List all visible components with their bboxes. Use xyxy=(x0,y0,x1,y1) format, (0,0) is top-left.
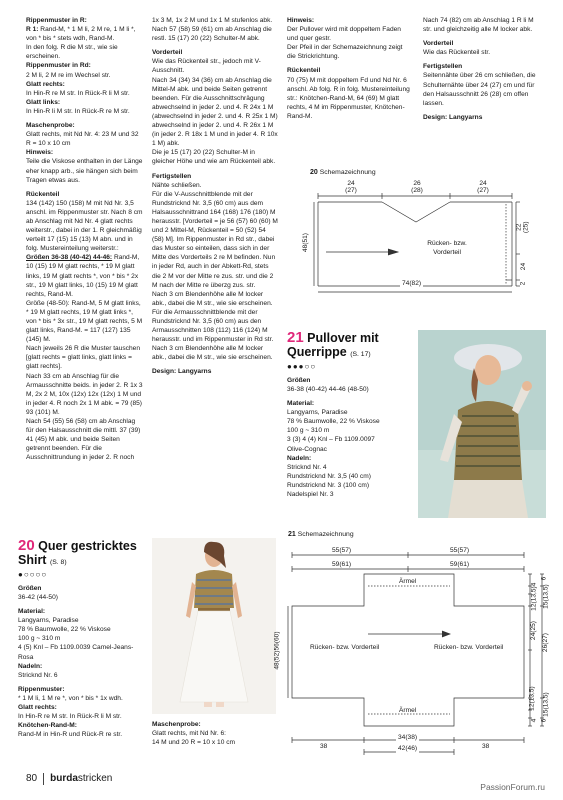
schema-20-right-2: 24 xyxy=(520,262,528,271)
paragraph: Nach 74 (82) cm ab Anschlag 1 R li M str. und gleichzeitig alle M locker abk. xyxy=(423,17,534,34)
paragraph: In den folg. R die M str., wie sie erscheinen. xyxy=(26,44,118,61)
paragraph: Hinweis: xyxy=(287,17,315,24)
paragraph: Nähte schließen. xyxy=(152,181,202,189)
paragraph: Nach 33 cm ab Anschlag für die Armausschnitte beids. in jeder 2. R 1x 3 M, 2x 2 M, 10x (12x) 12x (12x) 1 M und in jeder 4. R noch 2x 1 M abk. = 79 (85) 93 (101) M. xyxy=(26,372,143,416)
list-line: 100 g ~ 310 m xyxy=(18,635,61,643)
schema-21-r7: 15(13,5) xyxy=(542,692,550,717)
schema-21-r4: 12(13,5) xyxy=(530,586,538,611)
section-20-number: 20 xyxy=(18,537,35,554)
paragraph: 2 M li, 2 M re im Wechsel str. xyxy=(26,71,111,79)
list-line: 4 (5) Knl – Fb 1109.0039 Camel-Jeans-Rosa xyxy=(18,644,134,661)
paragraph: 70 (75) M mit doppeltem Fd und Nd Nr. 6 anschl. Ab folg. R in folg. Mustereinteilung str.: Knötchen-Rand-M, 64 (69) M glatt rechts, 4 M im Rippenmuster, Knötchen-Rand-M. xyxy=(287,76,410,120)
list-line: 78 % Baumwolle, 22 % Viskose xyxy=(18,626,111,634)
schema-21-r8: 12(13,5) xyxy=(528,686,536,711)
paragraph: Die je 15 (17) 20 (22) Schulter-M in gleicher Höhe und wie am Rückenteil abk. xyxy=(152,149,276,166)
list-line: Stricknd Nr. 6 xyxy=(18,671,58,679)
schema-21-top-3: 59(61) xyxy=(332,561,352,568)
schema-21-top-1: 55(57) xyxy=(332,547,352,554)
schema-21-r1: 6 xyxy=(540,576,548,581)
schema-21-b1: 34(38) xyxy=(398,734,418,741)
list-line: 3 (3) 4 (4) Knl – Fb 1109.0097 xyxy=(287,436,375,444)
list-line: 78 % Baumwolle, 22 % Viskose xyxy=(287,418,380,426)
schema-21-top-4: 59(61) xyxy=(450,561,470,568)
schema-20-top-2: 26 (28) xyxy=(411,180,423,195)
list-line: Nadelspiel Nr. 3 xyxy=(287,491,334,499)
paragraph: Wie das Rückenteil str., jedoch mit V-Ausschnitt. xyxy=(152,58,261,75)
paragraph: Rückenteil xyxy=(26,190,60,198)
schema-20 xyxy=(301,168,550,308)
section-20-needles xyxy=(18,671,146,680)
schema-21-r6: 24(25) xyxy=(529,621,537,641)
paragraph: Rippenmuster in Rd: xyxy=(26,62,91,70)
schema-20-caption: Schemazeichnung xyxy=(319,169,376,176)
col-1-text xyxy=(26,16,144,463)
schema-21-r9: 4 xyxy=(530,718,538,723)
paragraph: Der Pfeil in der Schemazeichnung zeigt die Strickrichtung. xyxy=(287,44,403,61)
list-line: 100 g ~ 310 m xyxy=(287,427,330,435)
paragraph: Fertigstellen xyxy=(423,63,463,71)
schema-20-label: Rücken- bzw. Vorderteil xyxy=(427,240,467,256)
section-21-number: 21 xyxy=(287,329,304,346)
schema-20-number: 20 xyxy=(310,169,318,176)
col-3-text xyxy=(287,16,413,121)
section-21: 21 Pullover mit Querrippe (S. 17) ●●●○○ Größen 36-38 (40-42) 44-46 (48-50) Material: Langyarns, Paradise 78 % Baumwolle, 22 % Viskose 100 g ~ 310 m 3 (3) 4 (4) Knl – Fb 1109.0097 Olive-Cognac Nadeln: Stricknd Nr. 4 Rundstricknd Nr. 3,5 (40 cm) Rundstricknd Nr. 3 (100 cm) Nadelspiel Nr. 3 xyxy=(287,330,413,499)
paragraph: Wie das Rückenteil str. xyxy=(423,49,491,57)
schema-20-top-1: 24 (27) xyxy=(345,180,357,195)
schema-21-body-2: Rücken- bzw. Vorderteil xyxy=(434,644,504,651)
schema-21-sleeve-bottom: Ärmel xyxy=(399,707,417,714)
schema-21-body-1: Rücken- bzw. Vorderteil xyxy=(310,644,380,651)
schema-20-height: 48(51) xyxy=(301,233,309,253)
schema-20-top-3: 24 (27) xyxy=(477,180,489,195)
paragraph: Nach 57 (58) 59 (61) cm ab Anschlag die restl. 15 (17) 20 (22) Schulter-M abk. xyxy=(152,26,272,43)
schema-21-r5: 26(27) xyxy=(541,633,549,653)
paragraph: Nach 3 cm Blendenhöhe alle M locker abk., dabei die M str., wie sie erscheinen. xyxy=(152,290,273,307)
paragraph: Hinweis: xyxy=(26,149,54,157)
paragraph: Rückenteil xyxy=(287,67,321,75)
schema-21-r2: 4 xyxy=(530,582,538,587)
paragraph: Maschenprobe: xyxy=(26,122,75,130)
list-line: Glatt rechts, mit Nd Nr. 6: xyxy=(152,730,227,738)
paragraph: In Hin-R re M str. In Rück-R li M str. xyxy=(26,89,130,97)
schema-21-caption: Schemazeichnung xyxy=(297,531,354,538)
list-line: Rundstricknd Nr. 3 (100 cm) xyxy=(287,481,370,489)
paragraph: Für die V-Ausschnittblende mit der Rundstricknd Nr. 3,5 (60 cm) aus dem Halsausschnittrand 164 (168) 176 (180) M herausstr. [Vorderteil = je 56 (57) 60 (60) M und 2 Mittel-M, Rückenteil = 50 (52) 54 (58) M]. Im Rippenmuster in Rd str., dabei das Muster so einteilen, dass sich in der Mitte des Vorderteils 2 re M befinden. Nun in jeder Rd, auch in der Abkett-Rd, stets die 2 M vor der Mitte re zus. str. und die 2 M nach der Mitte re überzg zus. str. xyxy=(152,190,278,289)
magazine-brand: burdastricken xyxy=(50,773,113,784)
paragraph: Größen 36-38 (40-42) 44-46: Rand-M, 10 (15) 19 M glatt rechts, * 19 M glatt links, 19 M glatt rechts *, von * bis * 2x str., 19 M glatt links, 10 (15) 19 M glatt rechts, Rand-M. xyxy=(26,254,140,298)
schema-21-sleeve-top: Ärmel xyxy=(399,578,417,585)
page-number: 80 xyxy=(26,773,38,784)
schema-20-right-1: 22 (25) xyxy=(515,221,530,234)
schema-21-number: 21 xyxy=(288,531,296,538)
schema-21-b3: 42(46) xyxy=(398,745,418,752)
paragraph: Glatt rechts, mit Nd Nr. 4: 23 M und 32 R = 10 x 10 cm xyxy=(26,131,139,148)
model-photo-20 xyxy=(152,538,276,714)
difficulty-dots: ●●●○○ xyxy=(287,361,317,371)
paragraph: Design: Langyarns xyxy=(152,368,212,376)
paragraph: Glatt rechts: xyxy=(26,80,65,88)
paragraph: Glatt links: xyxy=(26,98,61,106)
page-footer xyxy=(26,772,112,786)
paragraph: In Hin-R li M str. In Rück-R re M str. xyxy=(26,107,130,115)
paragraph: Design: Langyarns xyxy=(423,113,483,121)
schema-21-r10: 6 xyxy=(540,718,548,723)
paragraph: Vorderteil xyxy=(152,49,183,57)
difficulty-dots: ●○○○○ xyxy=(18,569,48,579)
paragraph: 134 (142) 150 (158) M mit Nd Nr. 3,5 anschl. im Rippenmuster str. Nach 8 cm ab Anschlag mit Nd Nr. 4 glatt rechts weiterstr., dabei in der 1. R gleichmäßig verteilt 17 (15) 15 (13) M abn. und in folg. Mustereinteilung weiterstr.: xyxy=(26,199,143,253)
model-photo-21 xyxy=(418,330,546,518)
section-21-material xyxy=(287,408,413,453)
schema-20-right-3: 2 xyxy=(519,281,527,286)
section-20: 20 Quer gestricktes Shirt (S. 8) ●○○○○ Größen 36-42 (44-50) Material: Langyarns, Paradise 78 % Baumwolle, 22 % Viskose 100 g ~ 310 m 4 (5) Knl – Fb 1109.0039 Camel-Jeans-Rosa Nadeln: Stricknd Nr. 6 Rippenmuster: * 1 M li, 1 M re *, von * bis * 1x wdh. Glatt rechts: In Hin-R re M str. In Rück-R li M str. Knötchen-Rand-M: Rand-M in Hin-R und Rück-R re str. xyxy=(18,538,146,739)
section-20-gauge: Maschenprobe: Glatt rechts, mit Nd Nr. 6: 14 M und 20 R = 10 x 10 cm xyxy=(152,720,276,747)
paragraph: Nach 34 (34) 34 (36) cm ab Anschlag die Mittel-M abk. und beide Seiten getrennt beenden. Für die Ausschnittschrägung abwechselnd in jeder 2. und 4. R 24x 1 M (abwechselnd in jeder 2. und 4. R 25x 1 M) abwechselnd in jeder 2. und 4. R 26x 1 M (in jeder 2. R 18x 1 M und in jeder 4. R 10x 1 M) abk. xyxy=(152,76,278,148)
schema-21 xyxy=(273,530,554,765)
col-4-text xyxy=(423,16,543,122)
paragraph: Größe (48-50): Rand-M, 5 M glatt links, * 19 M glatt rechts, 19 M glatt links *, von * bis * 3x str., 19 M glatt rechts, 5 M glatt links, Rand-M. = 117 (127) 135 (145) M. xyxy=(26,299,143,344)
list-line: Langyarns, Paradise xyxy=(287,409,348,417)
list-line: Rundstricknd Nr. 3,5 (40 cm) xyxy=(287,472,371,480)
section-21-needles xyxy=(287,463,413,499)
paragraph: Für die Armausschnittblende mit der Rundstricknd Nr. 3,5 (60 cm) aus den Armausschnitten 108 (112) 116 (124) M herausstr. und im Rippenmuster in Rd str. xyxy=(152,308,274,344)
paragraph: Nach 3 cm Blendenhöhe alle M locker abk., dabei die M str., wie sie erscheinen. xyxy=(152,345,273,362)
paragraph: Fertigstellen xyxy=(152,172,192,180)
footer-divider xyxy=(43,773,44,785)
paragraph: 1x 3 M, 1x 2 M und 1x 1 M stufenlos abk. xyxy=(152,17,273,24)
schema-21-top-2: 55(57) xyxy=(450,547,470,554)
paragraph: Seitennähte über 26 cm schließen, die Schulternähte über 24 (27) cm und für den Halsausschnitt 26 (28) cm offen lassen. xyxy=(423,72,536,107)
schema-21-b4: 38 xyxy=(482,743,490,750)
list-line: Stricknd Nr. 4 xyxy=(287,463,327,471)
paragraph: Der Pullover wird mit doppeltem Faden und quer gestr. xyxy=(287,26,401,43)
paragraph: R 1: Rand-M, * 1 M li, 2 M re, 1 M li *, von * bis * stets wdh, Rand-M. xyxy=(26,26,136,43)
schema-21-b2: 38 xyxy=(320,743,328,750)
schema-21-height: 48(52)56(60) xyxy=(273,631,281,670)
list-line: 14 M und 20 R = 10 x 10 cm xyxy=(152,739,236,747)
paragraph: Rippenmuster in R: xyxy=(26,17,87,24)
section-20-title: 20 Quer gestricktes Shirt (S. 8) xyxy=(18,537,137,567)
schema-21-r3: 15(13,5) xyxy=(542,584,550,609)
paragraph: Vorderteil xyxy=(423,40,454,48)
section-20-material xyxy=(18,616,146,661)
col-2-text xyxy=(152,16,278,377)
list-line: Olive-Cognac xyxy=(287,445,327,453)
paragraph: Nach 54 (55) 56 (58) cm ab Anschlag für den Halsausschnitt die mittl. 37 (39) 41 (45) M abk. und beide Seiten getrennt beenden. Für die Ausschnittrundung in jeder 2. R noch xyxy=(26,418,141,462)
watermark: PassionForum.ru xyxy=(480,782,545,792)
section-21-title: 21 Pullover mit Querrippe (S. 17) xyxy=(287,329,379,359)
paragraph: Teile die Viskose enthalten in der Länge eher knapp arb., sie hängen sich beim Tragen etwas aus. xyxy=(26,158,143,184)
list-line: Langyarns, Paradise xyxy=(18,617,79,625)
schema-20-width: 74(82) xyxy=(402,280,422,287)
paragraph: Nach jeweils 26 R die Muster tauschen [glatt rechts = glatt links, glatt links = glatt rechts]. xyxy=(26,345,140,371)
